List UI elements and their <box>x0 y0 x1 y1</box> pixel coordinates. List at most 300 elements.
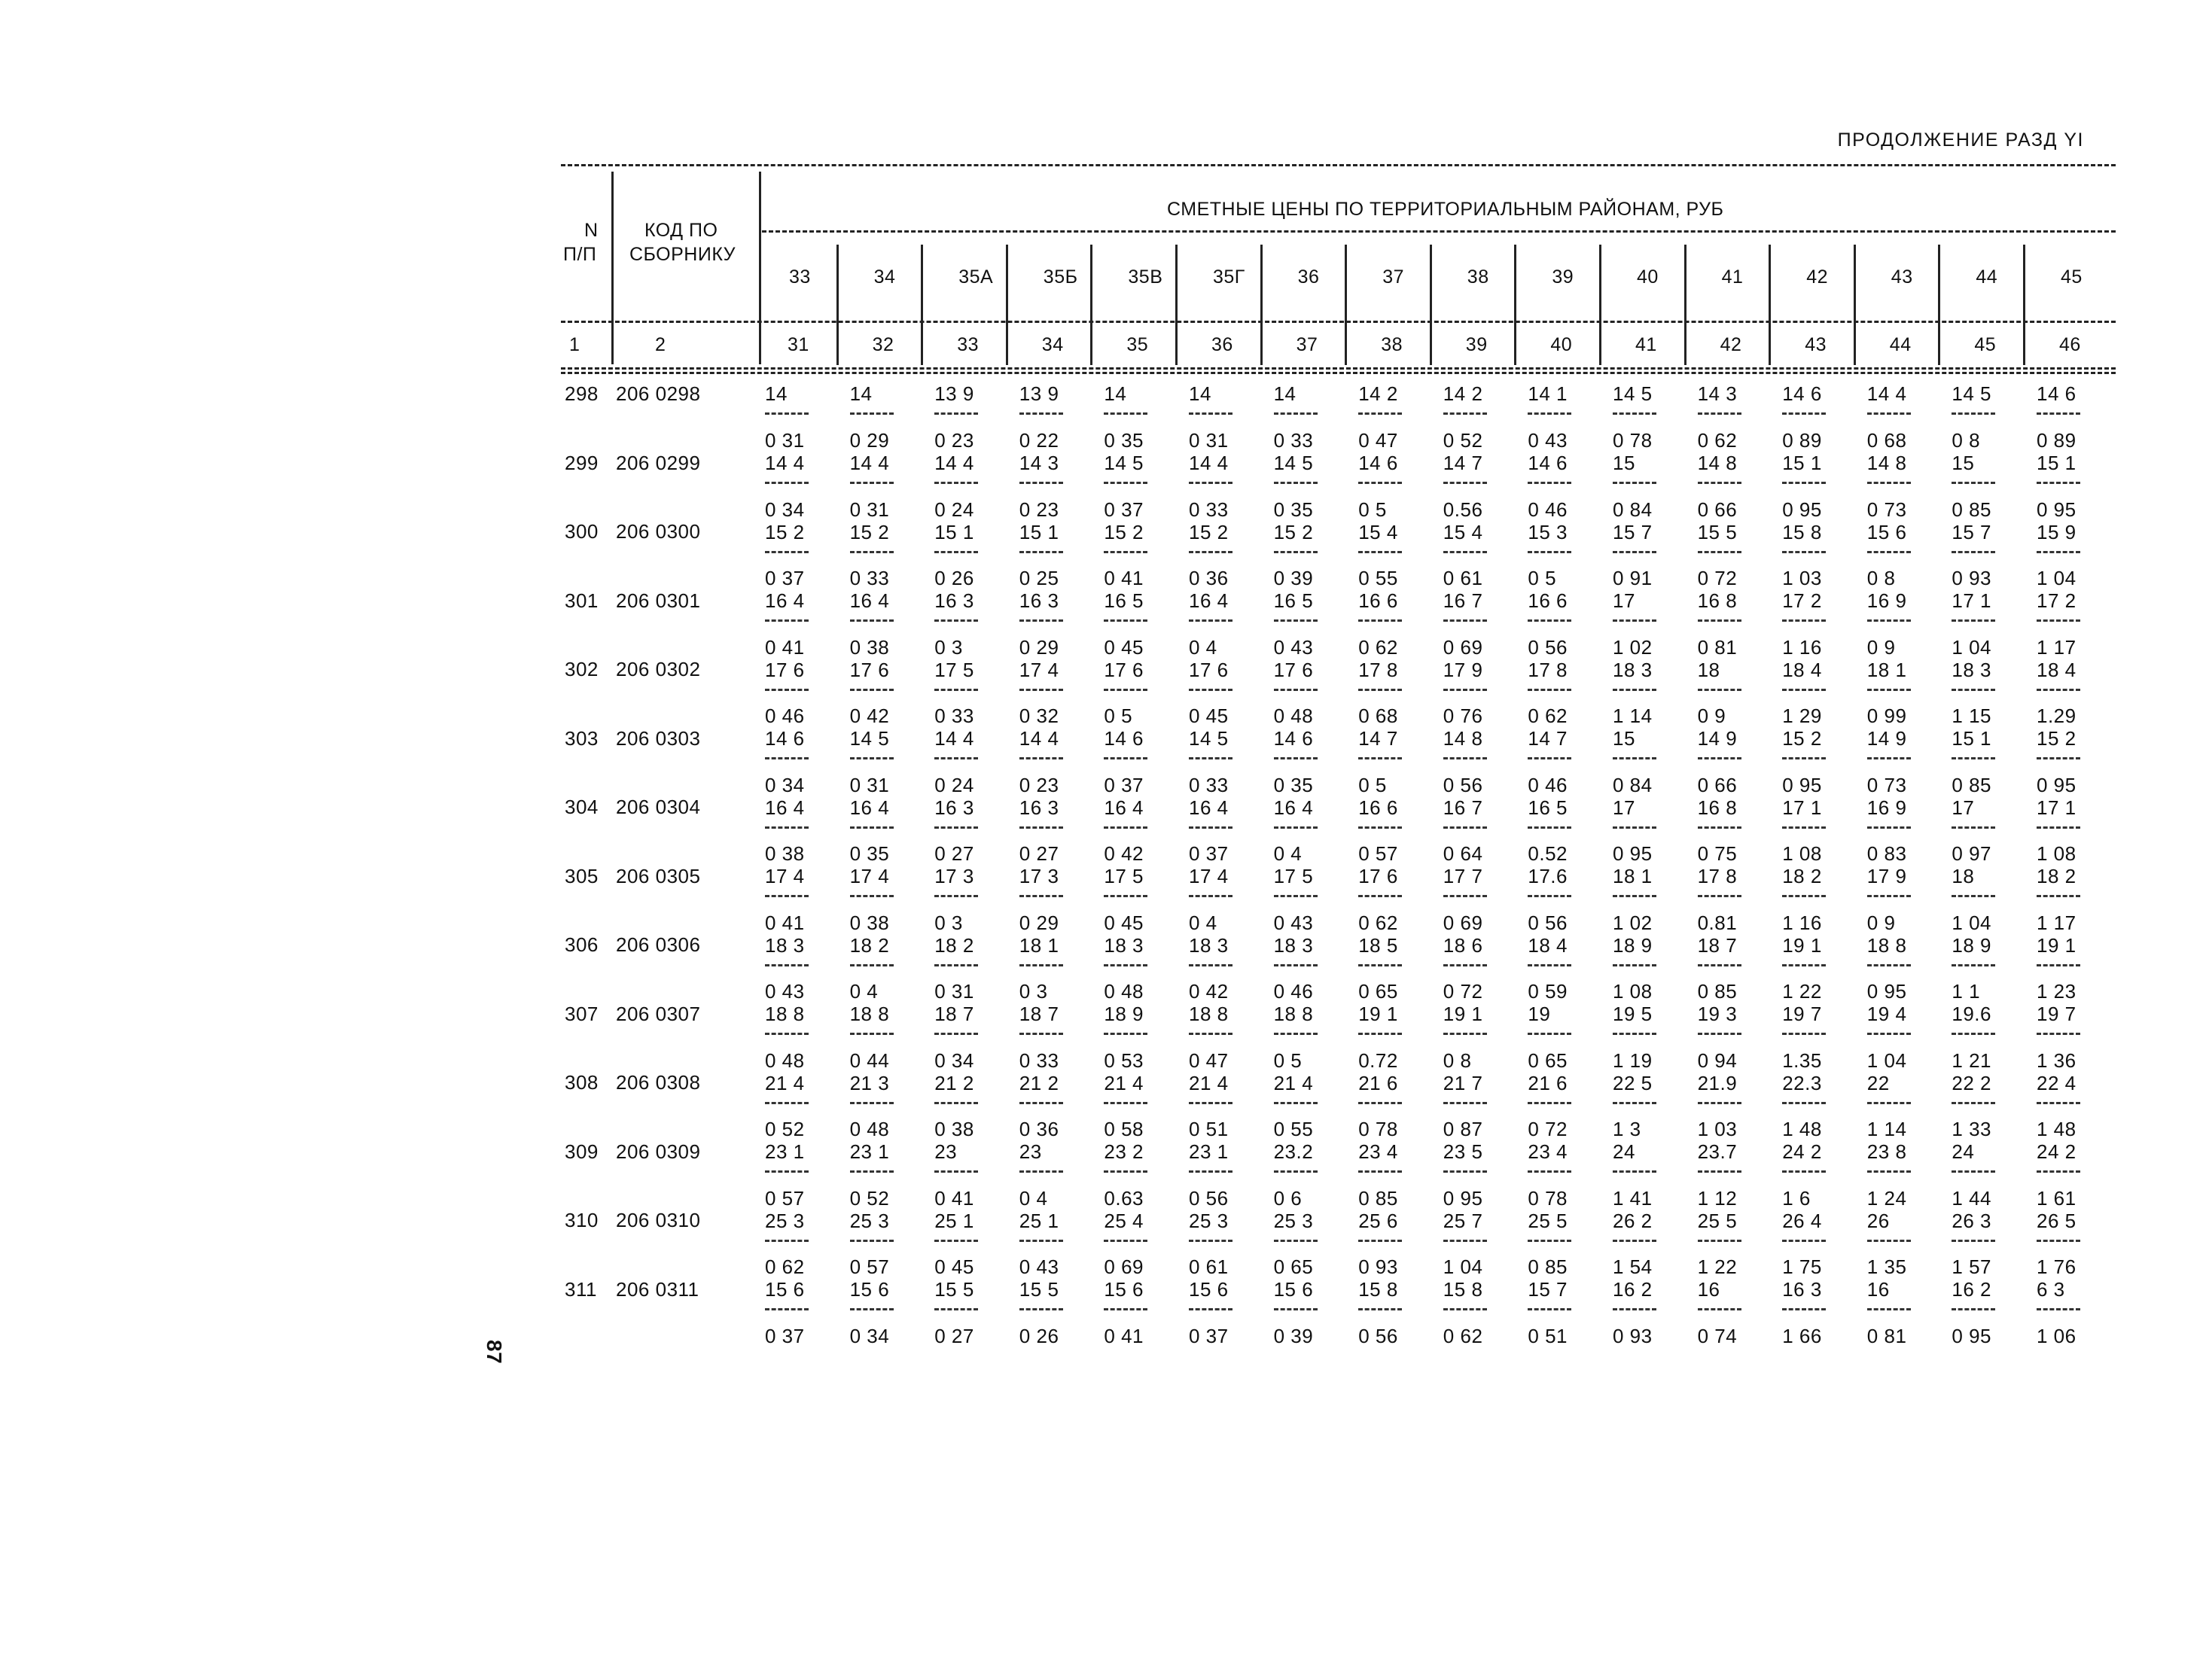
price-value: 14 <box>1189 382 1211 405</box>
fraction-bar <box>1528 757 1571 759</box>
price-value: 21 4 <box>1104 1071 1144 1094</box>
price-coefficient: 0 69 <box>1443 911 1483 934</box>
price-coefficient: 0 37 <box>1189 842 1229 865</box>
price-value: 14 8 <box>1866 452 1907 474</box>
price-coefficient: 1 1 <box>1952 980 1981 1003</box>
fraction-bar <box>765 689 809 691</box>
price-coefficient: 0 41 <box>934 1186 974 1210</box>
price-value: 25 5 <box>1528 1209 1568 1232</box>
price-coefficient: 0 27 <box>1019 842 1059 865</box>
price-coefficient: 0 25 <box>1019 567 1059 589</box>
price-coefficient: 0 52 <box>1443 429 1483 452</box>
fraction-bar <box>1443 1033 1487 1035</box>
price-coefficient: 0 8 <box>1443 1048 1472 1072</box>
row-code: 206 0310 <box>616 1209 701 1231</box>
fraction-bar <box>1952 689 1995 691</box>
price-coefficient: 0 27 <box>934 842 974 865</box>
header-sep-region <box>1769 245 1771 365</box>
price-coefficient: 0 56 <box>1528 635 1568 659</box>
fraction-bar <box>1019 551 1063 553</box>
price-value: 16 <box>1697 1278 1720 1301</box>
price-coefficient: 1 14 <box>1613 705 1653 727</box>
price-value: 18 7 <box>1019 1003 1059 1025</box>
price-coefficient: 0 61 <box>1189 1255 1229 1278</box>
code-label-1: КОД ПО <box>644 220 718 241</box>
header-sep-region <box>1938 245 1940 365</box>
price-value: 23 4 <box>1528 1140 1568 1163</box>
price-coefficient: 0 69 <box>1443 635 1483 659</box>
price-coefficient: 1 12 <box>1697 1186 1738 1210</box>
fraction-bar <box>934 1308 978 1310</box>
price-value: 17 <box>1613 796 1635 819</box>
price-value: 14 <box>765 382 788 405</box>
price-value: 15 6 <box>1104 1278 1144 1301</box>
price-coefficient: 0.56 <box>1443 498 1483 521</box>
price-coefficient: 0 52 <box>849 1186 890 1210</box>
fraction-bar <box>1358 895 1402 897</box>
price-coefficient: 0 43 <box>1273 635 1314 659</box>
price-value: 16 3 <box>1019 796 1059 819</box>
price-value: 14 7 <box>1358 727 1398 750</box>
price-value: 18 4 <box>1782 658 1822 681</box>
price-coefficient: 0 89 <box>1782 429 1822 452</box>
price-coefficient: 1 04 <box>1952 911 1991 934</box>
price-coefficient: 0 55 <box>1273 1118 1314 1140</box>
fraction-bar <box>2037 1170 2080 1173</box>
fraction-bar <box>1443 826 1487 829</box>
price-value: 16 2 <box>1613 1278 1653 1301</box>
price-value: 25 1 <box>1019 1209 1059 1232</box>
price-value: 26 3 <box>1952 1209 1991 1232</box>
price-value: 15 8 <box>1358 1278 1398 1301</box>
fraction-bar <box>850 757 894 759</box>
price-value: 18 7 <box>1697 933 1738 957</box>
price-coefficient: 1 35 <box>1866 1255 1907 1278</box>
column-number: 43 <box>1805 334 1827 355</box>
fraction-bar <box>1019 1033 1063 1035</box>
price-coefficient: 0 35 <box>849 842 890 865</box>
fraction-bar <box>1867 551 1911 553</box>
price-coefficient: 0 73 <box>1866 773 1907 796</box>
price-value: 16 6 <box>1358 589 1398 612</box>
fraction-bar <box>1952 826 1995 829</box>
header-sep-region <box>1599 245 1601 365</box>
price-value: 18 2 <box>849 933 890 957</box>
price-coefficient: 0 9 <box>1866 911 1896 934</box>
price-value: 17 7 <box>1443 865 1483 887</box>
price-coefficient: 0 33 <box>849 567 890 589</box>
price-value: 15 1 <box>934 520 974 543</box>
price-coefficient: 1 06 <box>2037 1324 2077 1347</box>
header-sep-region <box>1430 245 1432 365</box>
fraction-bar <box>1867 964 1911 966</box>
price-coefficient: 1 15 <box>1952 705 1991 727</box>
price-value: 24 <box>1952 1140 1975 1163</box>
price-value: 15 6 <box>1273 1278 1314 1301</box>
price-coefficient: 0 57 <box>849 1255 890 1278</box>
price-coefficient: 1 14 <box>1866 1118 1907 1140</box>
price-value: 17 2 <box>1782 589 1822 612</box>
fraction-bar <box>934 619 978 622</box>
region-header: 45 <box>2061 266 2083 288</box>
region-header: 35Г <box>1213 266 1245 288</box>
price-coefficient: 0 5 <box>1358 773 1387 796</box>
price-coefficient: 0 29 <box>1019 911 1059 934</box>
fraction-bar <box>934 1102 978 1104</box>
price-value: 15 <box>1613 727 1635 750</box>
price-value: 18 8 <box>849 1003 890 1025</box>
price-value: 17 1 <box>1782 796 1822 819</box>
price-coefficient: 1.35 <box>1782 1048 1822 1072</box>
fraction-bar <box>1274 412 1318 415</box>
price-coefficient: 1 3 <box>1613 1118 1641 1140</box>
fraction-bar <box>1274 757 1318 759</box>
fraction-bar <box>1952 895 1995 897</box>
price-coefficient: 0 38 <box>765 842 805 865</box>
column-number: 34 <box>1041 334 1064 355</box>
fraction-bar <box>850 826 894 829</box>
price-value: 16 9 <box>1866 589 1907 612</box>
fraction-bar <box>1698 551 1741 553</box>
price-value: 25 6 <box>1358 1209 1398 1232</box>
price-coefficient: 0 23 <box>1019 498 1059 521</box>
price-value: 18 2 <box>934 933 974 957</box>
price-coefficient: 0 38 <box>849 635 890 659</box>
header-sep-region <box>1684 245 1686 365</box>
price-value: 23 5 <box>1443 1140 1483 1163</box>
price-value: 14 5 <box>1104 452 1144 474</box>
price-value: 17 4 <box>849 865 890 887</box>
price-coefficient: 0 48 <box>765 1048 805 1072</box>
fraction-bar <box>1782 412 1826 415</box>
fraction-bar <box>934 482 978 484</box>
fraction-bar <box>850 689 894 691</box>
price-value: 21 6 <box>1528 1071 1568 1094</box>
fraction-bar <box>765 1240 809 1242</box>
price-coefficient: 1 04 <box>1952 635 1991 659</box>
column-number: 33 <box>957 334 979 355</box>
price-coefficient: 0 84 <box>1613 498 1653 521</box>
price-coefficient: 0 4 <box>849 980 879 1003</box>
price-coefficient: 0 78 <box>1358 1118 1398 1140</box>
region-header: 44 <box>1976 266 1998 288</box>
fraction-bar <box>1528 1240 1571 1242</box>
price-coefficient: 0 34 <box>934 1048 974 1072</box>
price-coefficient: 0 76 <box>1443 705 1483 727</box>
fraction-bar <box>850 619 894 622</box>
price-coefficient: 0.81 <box>1697 911 1738 934</box>
price-coefficient: 0 95 <box>1782 498 1822 521</box>
column-number: 46 <box>2059 334 2081 355</box>
price-coefficient: 0 64 <box>1443 842 1483 865</box>
price-value: 21 7 <box>1443 1071 1483 1094</box>
price-value: 14 3 <box>1019 452 1059 474</box>
price-coefficient: 1 75 <box>1782 1255 1822 1278</box>
price-coefficient: 0 62 <box>1528 705 1568 727</box>
header-sep-region <box>1090 245 1092 365</box>
fraction-bar <box>850 1102 894 1104</box>
price-value: 15 2 <box>849 520 890 543</box>
price-value: 23 1 <box>1189 1140 1229 1163</box>
price-value: 25 3 <box>765 1209 805 1232</box>
price-value: 19.6 <box>1952 1003 1991 1025</box>
price-coefficient: 0 46 <box>1528 773 1568 796</box>
price-value: 23 <box>1019 1140 1042 1163</box>
price-value: 14 3 <box>1697 382 1738 405</box>
column-number: 45 <box>1974 334 1997 355</box>
price-value: 15 1 <box>1782 452 1822 474</box>
fraction-bar <box>1528 1033 1571 1035</box>
price-value: 17 5 <box>1273 865 1314 887</box>
price-coefficient: 0 95 <box>1866 980 1907 1003</box>
fraction-bar <box>765 412 809 415</box>
price-value: 22 <box>1866 1071 1890 1094</box>
fraction-bar <box>850 482 894 484</box>
price-value: 25 3 <box>1189 1209 1229 1232</box>
price-coefficient: 0 84 <box>1613 773 1653 796</box>
price-coefficient: 0 3 <box>934 635 963 659</box>
price-value: 19 1 <box>1443 1003 1483 1025</box>
price-coefficient: 0 33 <box>1189 498 1229 521</box>
price-value: 21 2 <box>1019 1071 1059 1094</box>
fraction-bar <box>934 551 978 553</box>
price-coefficient: 0 66 <box>1697 498 1738 521</box>
fraction-bar <box>2037 412 2080 415</box>
price-value: 18 4 <box>1528 933 1568 957</box>
fraction-bar <box>1443 482 1487 484</box>
col-num-2: 2 <box>655 334 666 355</box>
price-value: 15 2 <box>1189 520 1229 543</box>
price-value: 14 8 <box>1697 452 1738 474</box>
price-value: 26 4 <box>1782 1209 1822 1232</box>
price-coefficient: 0 37 <box>765 1324 805 1347</box>
fraction-bar <box>2037 689 2080 691</box>
fraction-bar <box>2037 895 2080 897</box>
price-value: 16 6 <box>1528 589 1568 612</box>
header-bottom-rule <box>561 367 2116 370</box>
fraction-bar <box>934 1240 978 1242</box>
price-coefficient: 1 48 <box>2037 1118 2077 1140</box>
price-coefficient: 1 41 <box>1613 1186 1653 1210</box>
header-sep-code <box>759 172 761 364</box>
price-coefficient: 0 36 <box>1189 567 1229 589</box>
fraction-bar <box>1613 689 1656 691</box>
fraction-bar <box>1952 619 1995 622</box>
price-value: 24 <box>1613 1140 1635 1163</box>
fraction-bar <box>1189 964 1232 966</box>
price-coefficient: 1 44 <box>1952 1186 1991 1210</box>
price-value: 17 6 <box>1104 658 1144 681</box>
price-coefficient: 0 61 <box>1443 567 1483 589</box>
price-value: 23.2 <box>1273 1140 1314 1163</box>
price-value: 15 1 <box>1019 520 1059 543</box>
fraction-bar <box>1613 1033 1656 1035</box>
price-value: 14 4 <box>1189 452 1229 474</box>
row-number: 310 <box>565 1209 599 1231</box>
price-value: 23 1 <box>765 1140 805 1163</box>
fraction-bar <box>1443 619 1487 622</box>
price-coefficient: 1 36 <box>2037 1048 2077 1072</box>
region-header: 34 <box>873 266 896 288</box>
price-value: 15 2 <box>2037 727 2077 750</box>
price-coefficient: 0 91 <box>1613 567 1653 589</box>
price-value: 16 9 <box>1866 796 1907 819</box>
fraction-bar <box>1952 1033 1995 1035</box>
price-value: 16 3 <box>934 796 974 819</box>
price-value: 15 6 <box>1189 1278 1229 1301</box>
price-coefficient: 1 16 <box>1782 911 1822 934</box>
fraction-bar <box>1104 1033 1147 1035</box>
price-value: 14 <box>849 382 873 405</box>
fraction-bar <box>1528 895 1571 897</box>
price-coefficient: 0 42 <box>849 705 890 727</box>
column-number: 38 <box>1381 334 1403 355</box>
fraction-bar <box>765 619 809 622</box>
price-coefficient: 0 45 <box>1104 911 1144 934</box>
price-coefficient: 0.52 <box>1528 842 1568 865</box>
row-code: 206 0298 <box>616 382 701 405</box>
fraction-bar <box>1698 689 1741 691</box>
fraction-bar <box>1358 1240 1402 1242</box>
fraction-bar <box>1613 482 1656 484</box>
fraction-bar <box>1613 1170 1656 1173</box>
price-value: 23 4 <box>1358 1140 1398 1163</box>
price-coefficient: 0 45 <box>934 1255 974 1278</box>
price-value: 15 7 <box>1613 520 1653 543</box>
fraction-bar <box>1613 964 1656 966</box>
price-coefficient: 0 31 <box>934 980 974 1003</box>
price-value: 17 4 <box>1019 658 1059 681</box>
fraction-bar <box>1189 619 1232 622</box>
price-value: 21 4 <box>765 1071 805 1094</box>
fraction-bar <box>1019 1240 1063 1242</box>
fraction-bar <box>850 1033 894 1035</box>
price-value: 17 5 <box>1104 865 1144 887</box>
fraction-bar <box>765 895 809 897</box>
price-coefficient: 0 5 <box>1358 498 1387 521</box>
price-coefficient: 0 33 <box>1019 1048 1059 1072</box>
price-coefficient: 0 37 <box>1104 773 1144 796</box>
price-value: 17 6 <box>1273 658 1314 681</box>
price-coefficient: 0 85 <box>1358 1186 1398 1210</box>
fraction-bar <box>1104 619 1147 622</box>
price-value: 18 7 <box>934 1003 974 1025</box>
price-value: 6 3 <box>2037 1278 2065 1301</box>
price-value: 23 1 <box>849 1140 890 1163</box>
price-value: 19 4 <box>1866 1003 1907 1025</box>
price-value: 25 5 <box>1697 1209 1738 1232</box>
price-coefficient: 0 38 <box>934 1118 974 1140</box>
fraction-bar <box>1528 551 1571 553</box>
fraction-bar <box>1274 551 1318 553</box>
column-number: 31 <box>788 334 809 355</box>
price-value: 22 4 <box>2037 1071 2077 1094</box>
price-value: 14 4 <box>934 727 974 750</box>
price-coefficient: 0 45 <box>1189 705 1229 727</box>
price-coefficient: 1 66 <box>1782 1324 1822 1347</box>
price-coefficient: 0 52 <box>765 1118 805 1140</box>
fraction-bar <box>1698 1033 1741 1035</box>
price-value: 26 5 <box>2037 1209 2077 1232</box>
price-value: 17 6 <box>765 658 805 681</box>
fraction-bar <box>2037 1102 2080 1104</box>
row-code: 206 0308 <box>616 1071 701 1094</box>
price-coefficient: 0 37 <box>1104 498 1144 521</box>
fraction-bar <box>1698 964 1741 966</box>
price-value: 17 4 <box>765 865 805 887</box>
fraction-bar <box>850 1240 894 1242</box>
row-number: 301 <box>565 589 599 612</box>
price-value: 14 <box>1273 382 1296 405</box>
price-coefficient: 0 72 <box>1443 980 1483 1003</box>
price-value: 15 3 <box>1528 520 1568 543</box>
fraction-bar <box>1274 826 1318 829</box>
price-value: 15 2 <box>1782 727 1822 750</box>
fraction-bar <box>1104 895 1147 897</box>
price-value: 14 7 <box>1528 727 1568 750</box>
price-value: 14 5 <box>849 727 890 750</box>
price-value: 15 5 <box>934 1278 974 1301</box>
row-code: 206 0302 <box>616 658 701 680</box>
price-coefficient: 0 95 <box>1952 1324 1991 1347</box>
row-code: 206 0304 <box>616 796 701 818</box>
price-value: 15 6 <box>849 1278 890 1301</box>
price-coefficient: 0 4 <box>1019 1186 1048 1210</box>
price-value: 16 4 <box>1189 796 1229 819</box>
region-header: 35Б <box>1043 266 1078 288</box>
header-sep-region <box>1006 245 1008 365</box>
price-value: 21 3 <box>849 1071 890 1094</box>
fraction-bar <box>1698 619 1741 622</box>
header-sep-region <box>836 245 839 365</box>
fraction-bar <box>1443 1102 1487 1104</box>
fraction-bar <box>1189 895 1232 897</box>
fraction-bar <box>1104 412 1147 415</box>
row-number: 299 <box>565 451 599 474</box>
price-value: 18 3 <box>1613 658 1653 681</box>
price-coefficient: 0 31 <box>1189 429 1229 452</box>
price-value: 21 2 <box>934 1071 974 1094</box>
price-value: 17 3 <box>934 865 974 887</box>
fraction-bar <box>1019 1170 1063 1173</box>
region-header: 41 <box>1721 266 1744 288</box>
fraction-bar <box>1104 551 1147 553</box>
fraction-bar <box>1528 412 1571 415</box>
price-coefficient: 0 56 <box>1358 1324 1398 1347</box>
price-coefficient: 0 68 <box>1358 705 1398 727</box>
price-coefficient: 0 58 <box>1104 1118 1144 1140</box>
price-coefficient: 0 95 <box>2037 773 2077 796</box>
price-value: 21 4 <box>1189 1071 1229 1094</box>
fraction-bar <box>1698 1308 1741 1310</box>
fraction-bar <box>934 689 978 691</box>
price-value: 14 2 <box>1443 382 1483 405</box>
price-value: 17 6 <box>1189 658 1229 681</box>
fraction-bar <box>1613 1240 1656 1242</box>
price-value: 16 4 <box>1189 589 1229 612</box>
fraction-bar <box>1782 1033 1826 1035</box>
price-value: 16 4 <box>849 589 890 612</box>
body-top-rule <box>561 372 2116 374</box>
price-coefficient: 0 5 <box>1104 705 1133 727</box>
fraction-bar <box>1443 1240 1487 1242</box>
price-coefficient: 0 37 <box>765 567 805 589</box>
fraction-bar <box>1952 482 1995 484</box>
price-value: 14 5 <box>1273 452 1314 474</box>
continuation-label: ПРОДОЛЖЕНИЕ РАЗД YI <box>1837 129 2084 151</box>
row-code: 206 0301 <box>616 589 701 612</box>
price-coefficient: 1 23 <box>2037 980 2077 1003</box>
